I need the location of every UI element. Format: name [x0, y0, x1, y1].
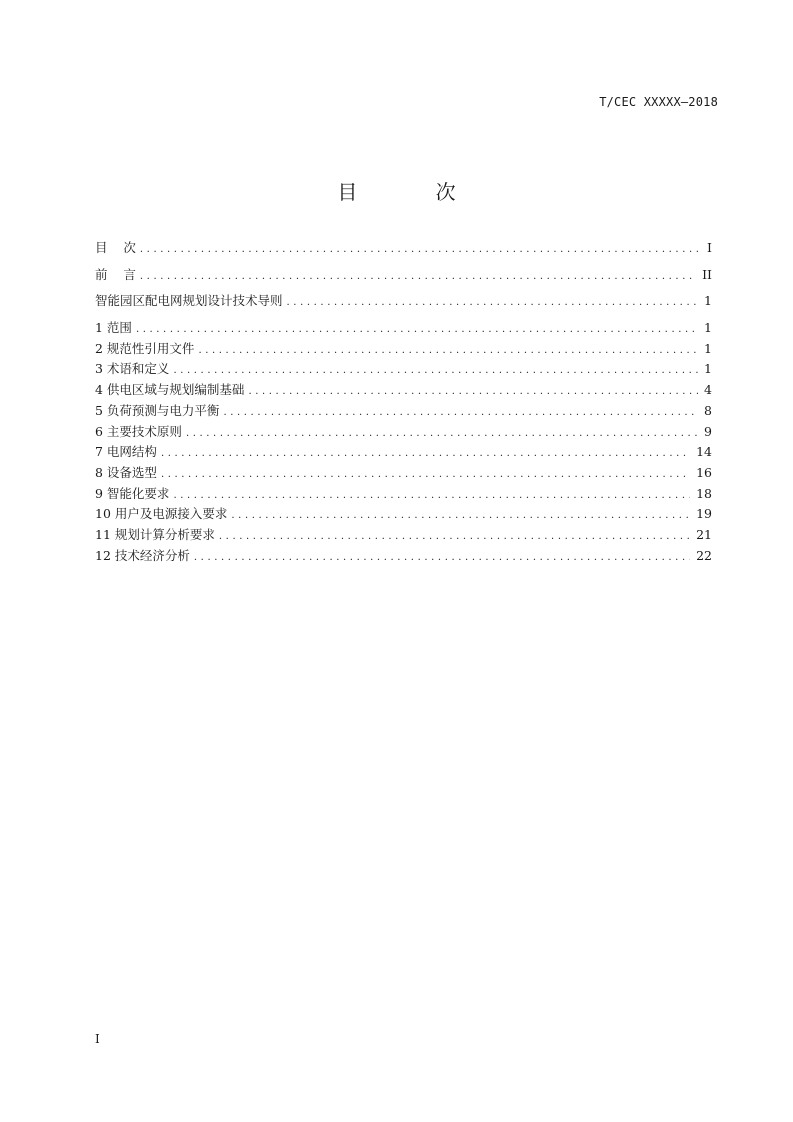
toc-entry-label: 5 负荷预测与电力平衡	[95, 402, 220, 418]
toc-entry-page: 19	[696, 506, 712, 522]
toc-title: 目 次	[337, 180, 492, 204]
toc-entry-page: 1	[704, 293, 712, 309]
toc-entry-label: 目 次	[95, 240, 136, 255]
document-code: T/CEC XXXXX—2018	[599, 95, 718, 109]
toc-entry-section-6[interactable]	[95, 422, 712, 443]
toc-entry-page: II	[702, 266, 712, 282]
toc-leader-dots	[248, 382, 698, 403]
toc-entry-section-4[interactable]	[95, 380, 712, 401]
toc-entry-label: 2 规范性引用文件	[95, 340, 195, 356]
toc-entry-page: 1	[704, 320, 712, 336]
toc-leader-dots	[173, 486, 690, 507]
toc-entry-label: 3 术语和定义	[95, 361, 170, 377]
toc-entry-section-7[interactable]	[95, 442, 712, 463]
toc-entry-label: 9 智能化要求	[95, 485, 170, 501]
toc-entry-page: 8	[704, 402, 712, 418]
toc-leader-dots	[223, 403, 698, 424]
toc-entry-label: 6 主要技术原则	[95, 423, 182, 439]
toc-leader-dots	[194, 548, 690, 569]
toc-entry-section-1[interactable]	[95, 318, 712, 339]
toc-entry-page: 22	[696, 547, 712, 563]
toc-leader-dots	[173, 361, 698, 382]
toc-entry-label: 7 电网结构	[95, 444, 157, 460]
toc-entry-label: 10 用户及电源接入要求	[95, 506, 228, 522]
toc-leader-dots	[161, 444, 690, 465]
table-of-contents	[95, 238, 712, 566]
toc-entry-label: 1 范围	[95, 320, 132, 336]
toc-leader-dots	[136, 320, 698, 341]
toc-entry-page: 1	[704, 361, 712, 377]
toc-leader-dots	[186, 424, 698, 445]
toc-entry-section-9[interactable]	[95, 484, 712, 505]
toc-entry-standard-title[interactable]	[95, 291, 712, 312]
toc-entry-label: 11 规划计算分析要求	[95, 526, 215, 542]
toc-entry-page: 14	[696, 444, 712, 460]
toc-leader-dots	[231, 506, 690, 527]
toc-entry-contents[interactable]	[95, 238, 712, 259]
toc-entry-section-11[interactable]	[95, 525, 712, 546]
toc-entry-section-3[interactable]	[95, 359, 712, 380]
toc-entry-foreword[interactable]	[95, 265, 712, 286]
toc-entry-page: 16	[696, 464, 712, 480]
toc-entry-page: 18	[696, 485, 712, 501]
toc-entry-page: I	[707, 240, 712, 255]
toc-entry-label: 8 设备选型	[95, 464, 157, 480]
toc-leader-dots	[161, 465, 690, 486]
toc-entry-section-10[interactable]	[95, 504, 712, 525]
toc-entry-section-5[interactable]	[95, 401, 712, 422]
toc-entry-label: 前 言	[95, 266, 136, 282]
toc-entry-page: 21	[696, 526, 712, 542]
toc-entry-page: 9	[704, 423, 712, 439]
toc-leader-dots	[198, 341, 698, 362]
toc-leader-dots	[287, 293, 699, 314]
toc-entry-section-8[interactable]	[95, 463, 712, 484]
page-number: I	[95, 1032, 100, 1046]
toc-entry-label: 智能园区配电网规划设计技术导则	[95, 293, 283, 309]
toc-entry-page: 4	[704, 382, 712, 398]
toc-leader-dots	[140, 267, 696, 288]
toc-entry-page: 1	[704, 340, 712, 356]
toc-leader-dots	[140, 240, 701, 261]
toc-leader-dots	[219, 527, 690, 548]
toc-entry-label: 4 供电区域与规划编制基础	[95, 382, 245, 398]
toc-entry-section-12[interactable]	[95, 546, 712, 567]
toc-entry-section-2[interactable]	[95, 339, 712, 360]
toc-entry-label: 12 技术经济分析	[95, 547, 190, 563]
